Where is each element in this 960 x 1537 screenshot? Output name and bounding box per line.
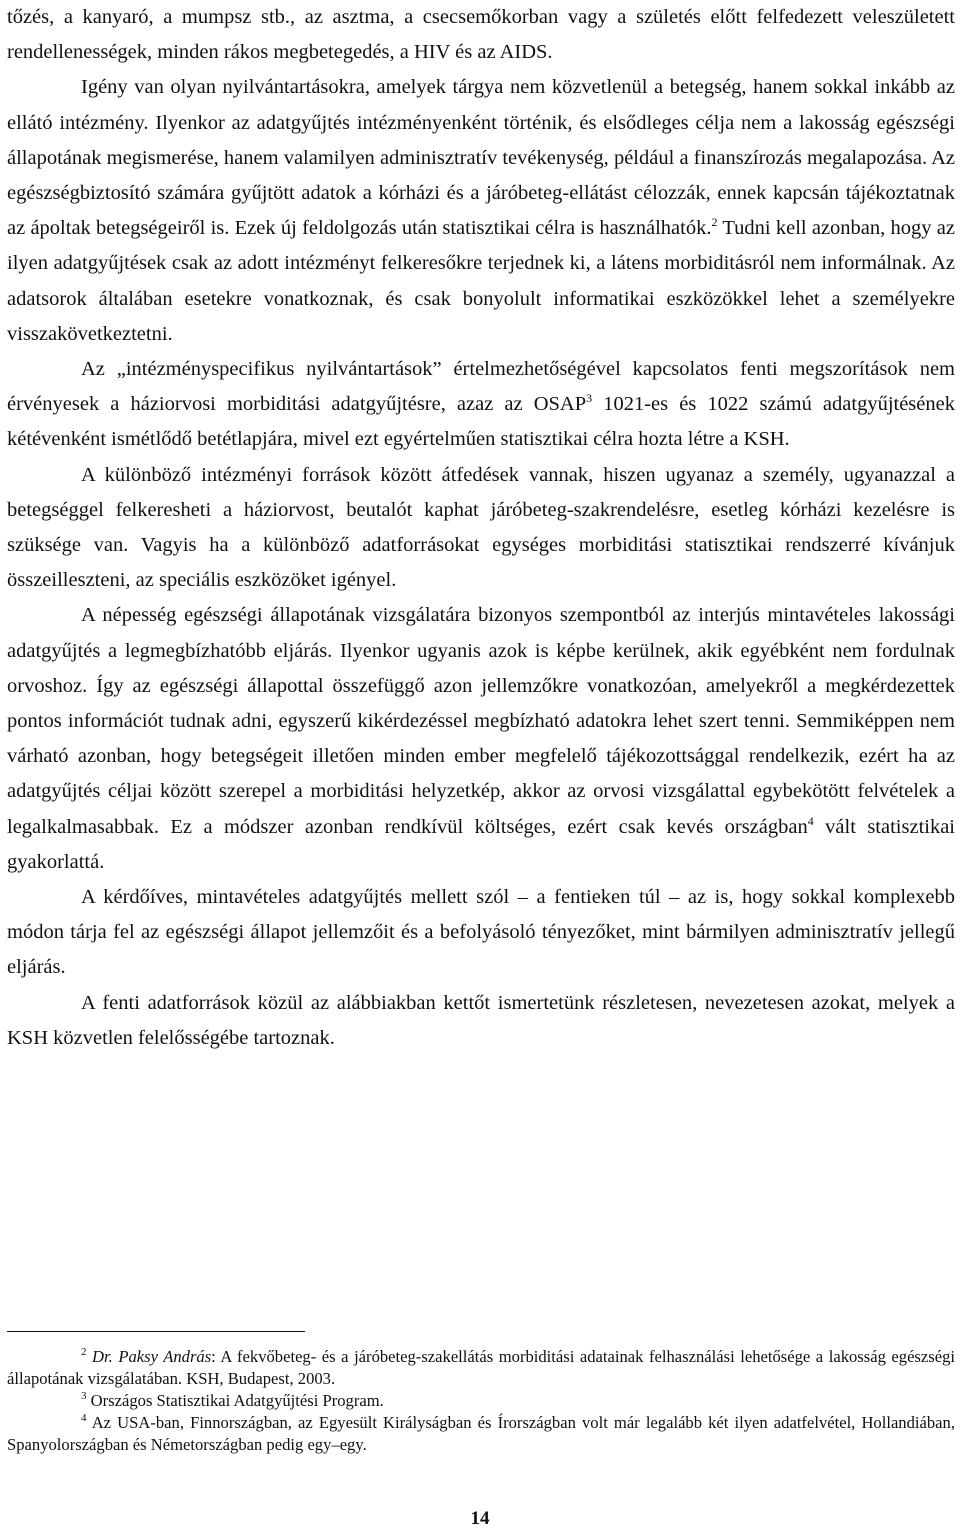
footnote-separator <box>7 1331 305 1332</box>
footnote-ref-3[interactable]: 3 <box>586 391 593 406</box>
paragraph-6: A kérdőíves, mintavételes adatgyűjtés mellett szól – a fentieken túl – az is, hogy sokkal komplexebb módon tárja fel az egészségi állapot jellemzőit és a befolyásoló tényezőket, mint bármilyen adminisztratív jellegű eljárás. <box>7 886 955 979</box>
footnotes <box>7 1346 955 1456</box>
paragraph-5: A népesség egészségi állapotának vizsgálatára bizonyos szempontból az interjús mintavételes lakossági adatgyűjtés a legmegbízhatóbb eljárás. Ilyenkor ugyanis azok is képbe kerülnek, akik egyébként nem fordulnak orvoshoz. Így az egészségi állapottal összefüggő azon jellemzőkre vonatkozóan, amelyekről a megkérdezettek pontos információt tudnak adni, egyszerű kikérdezéssel megbízható adatokra lehet szert tenni. Semmiképpen nem várható azonban, hogy betegségeit illetően minden ember megfelelő tájékozottsággal rendelkezik, ezért ha az adatgyűjtés céljai között szerepel a morbiditási helyzetkép, akkor az orvosi vizsgálattal egybekötött felvételek a legalkalmasabbak. Ez a módszer azonban rendkívül költséges, ezért csak kevés országban$^4$ vált statisztikai gyakorlattá. <box>7 604 956 873</box>
footnote-2: $^2$ Dr. Paksy András: A fekvőbeteg- és a járóbeteg-szakellátás morbiditási adatainak felhasználási lehetősége a lakosság egészségi állapotának vizsgálatában. KSH, Budapest, 2003. <box>7 1346 955 1388</box>
paragraph-3: Az „intézményspecifikus nyilvántartások” értelmezhetőségével kapcsolatos fenti megszorítások nem érvényesek a háziorvosi morbiditási adatgyűjtésre, azaz az OSAP$^3$ 1021-es és 1022 számú adatgyűjtésének kétévenként ismétlődő betétlapjára, mivel ezt egyértelműen statisztikai célra hozta létre a KSH. <box>7 358 955 451</box>
paragraph-1: tőzés, a kanyaró, a mumpsz stb., az asztma, a csecsemőkorban vagy a születés előtt felfedezett veleszületett rendellenességek, minden rákos megbetegedés, a HIV és az AIDS. <box>7 6 955 64</box>
paragraph-7: A fenti adatforrások közül az alábbiakban kettőt ismertetünk részletesen, nevezetesen azokat, melyek a KSH közvetlen felelősségébe tartoznak. <box>7 991 955 1049</box>
page-body <box>7 0 955 1056</box>
paragraph-4: A különböző intézményi források között átfedések vannak, hiszen ugyanaz a személy, ugyanazzal a betegséggel felkeresheti a háziorvost, beutalót kaphat járóbeteg-szakrendelésre, esetleg kórházi kezelésre is szüksége van. Vagyis ha a különböző adatforrásokat egységes morbiditási statisztikai rendszerré kívánjuk összeilleszteni, az speciális eszközöket igényel. <box>7 463 955 592</box>
page-number: 14 <box>470 1508 490 1529</box>
footnote-ref-2[interactable]: 2 <box>711 215 718 230</box>
footnote-ref-4[interactable]: 4 <box>807 813 814 828</box>
paragraph-2: Igény van olyan nyilvántartásokra, amelyek tárgya nem közvetlenül a betegség, hanem sokkal inkább az ellátó intézmény. Ilyenkor az adatgyűjtés intézményenként történik, és elsődleges célja nem a lakosság egészségi állapotának megismerése, hanem valamilyen adminisztratív tevékenység, például a finanszírozás megalapozása. Az egészségbiztosító számára gyűjtött adatok a kórházi és a járóbeteg-ellátást célozzák, ennek kapcsán tájékoztatnak az ápoltak betegségeiről is. Ezek új feldolgozás után statisztikai célra is használhatók.$^2$ Tudni kell azonban, hogy az ilyen adatgyűjtések csak az adott intézményt felkeresőkre terjednek ki, a látens morbiditásról nem informálnak. Az adatsorok általában esetekre vonatkoznak, és csak bonyolult informatikai eszközökkel lehet a személyekre visszakövetkeztetni. <box>7 76 955 345</box>
footnote-3: $^3$ Országos Statisztikai Adatgyűjtési Program. <box>81 1390 384 1410</box>
footnote-4: $^4$ Az USA-ban, Finnországban, az Egyesült Királyságban és Írországban volt már legalább két ilyen adatfelvétel, Hollandiában, Spanyolországban és Németországban pedig egy–egy. <box>7 1412 955 1454</box>
